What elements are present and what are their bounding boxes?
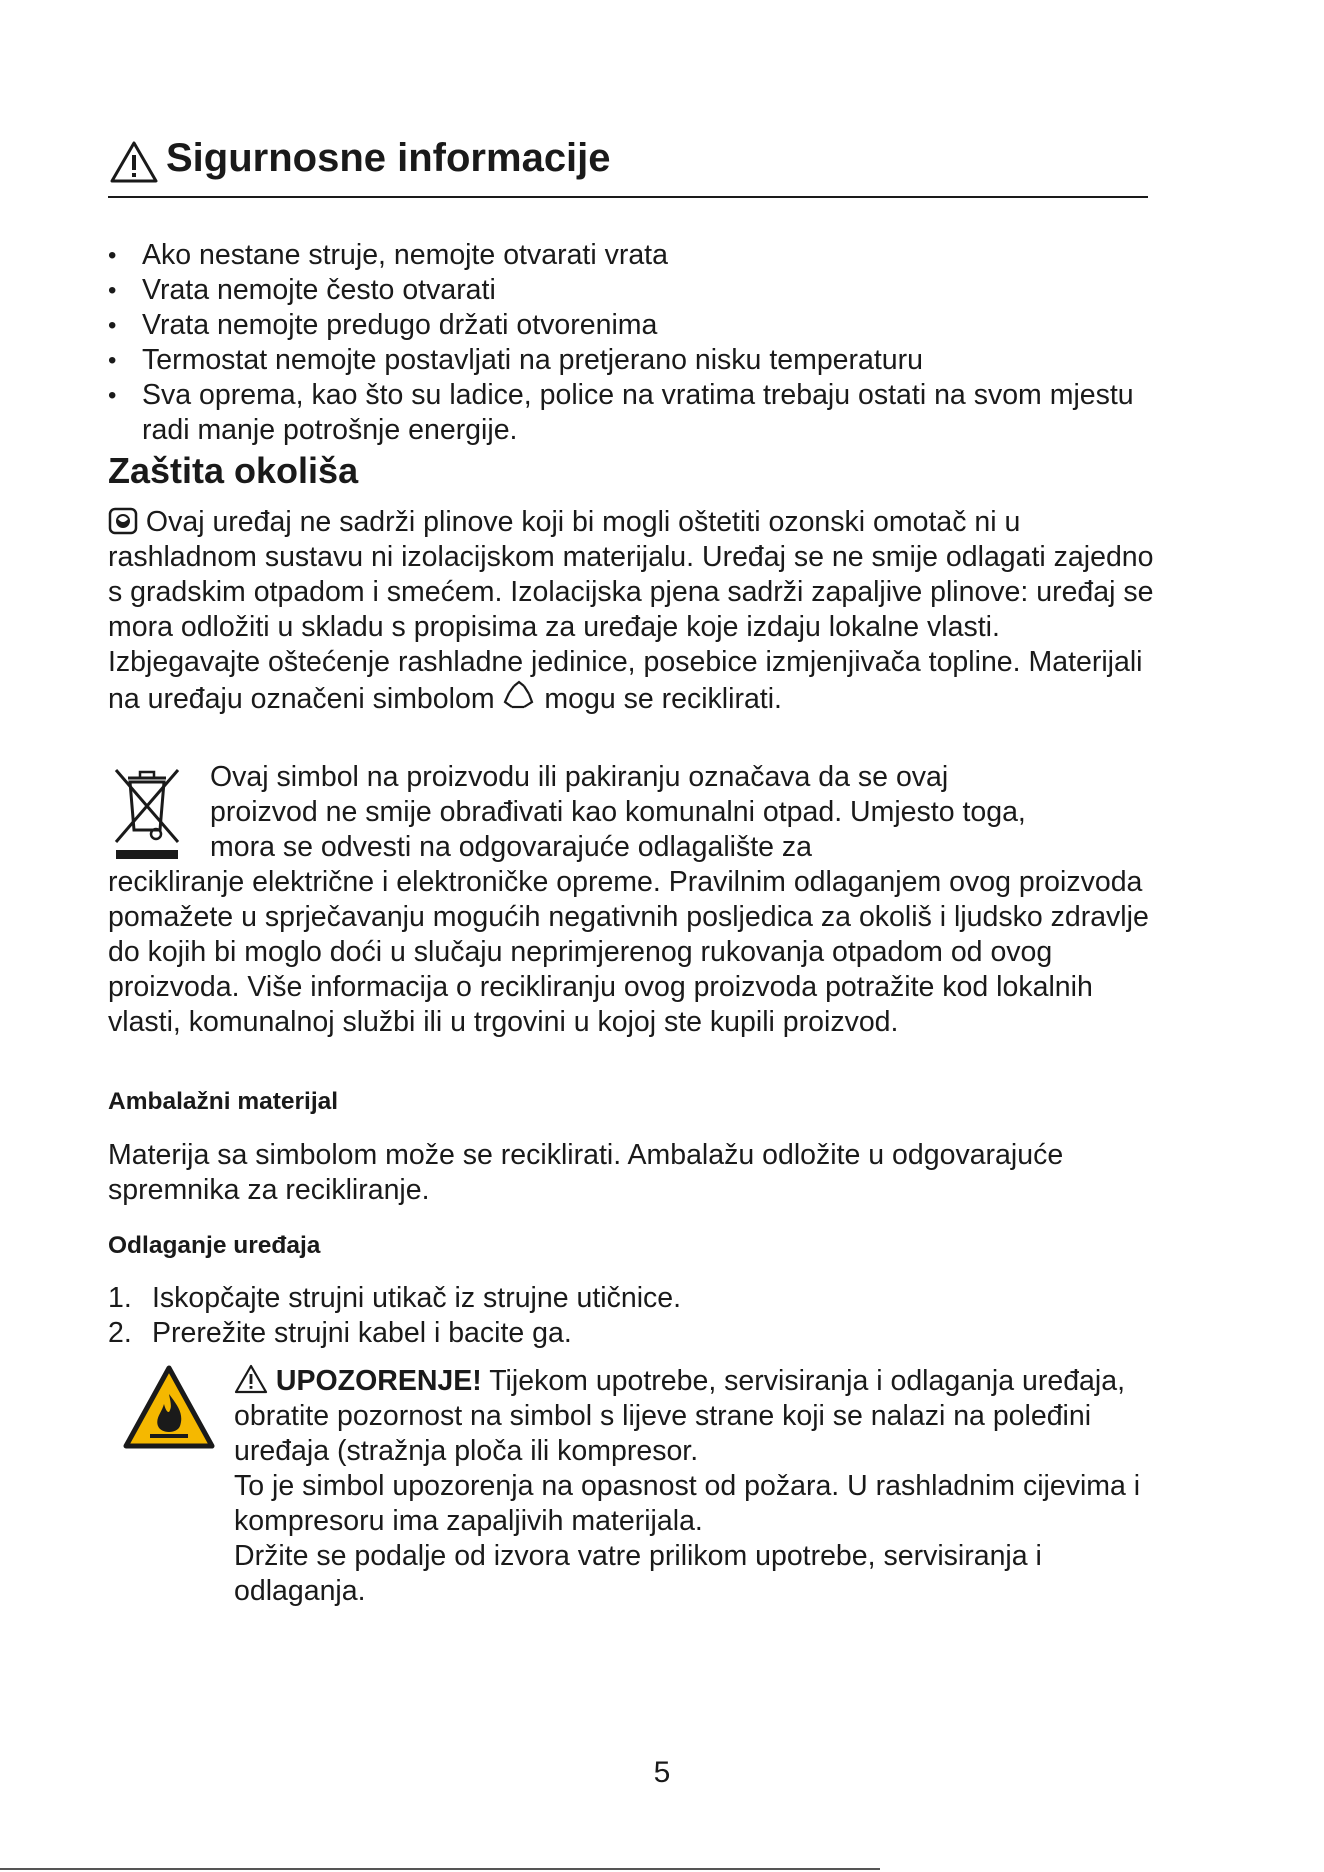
packaging-heading: Ambalažni materijal	[108, 1088, 339, 1115]
weee-line: proizvod ne smije obrađivati kao komunalni otpad. Umjesto toga,	[210, 796, 1026, 828]
warning-text-2: To je simbol upozorenja na opasnost od požara. U rashladnim cijevima i kompresoru ima zapaljivih materijala.	[234, 1470, 1141, 1537]
safety-bullet-list	[108, 238, 1158, 448]
warning-text-3: Držite se podalje od izvora vatre prilikom upotrebe, servisiranja i odlaganja.	[234, 1540, 1042, 1607]
ozone-friendly-icon	[108, 507, 138, 535]
disposal-heading: Odlaganje uređaja	[108, 1232, 321, 1259]
step-number: 2.	[108, 1317, 132, 1349]
environment-text-1: Ovaj uređaj ne sadrži plinove koji bi mogli oštetiti ozonski omotač ni u rashladnom sustavu ni izolacijskom materijalu. Uređaj se ne smije odlagati zajedno s gradskim otpadom i smećem. Izolacijska pjena sadrži zapaljive plinove: uređaj se mora odložiti u skladu s propisima za uređaje koje izdaju lokalne vlasti. Izbjegavajte oštećenje rashladne jedinice, posebice izmjenjivača topline. Materijali na uređaju označeni simbolom	[108, 506, 1154, 715]
step-number: 1.	[108, 1282, 132, 1314]
weee-block	[108, 760, 1158, 1040]
environment-paragraph	[108, 505, 1158, 717]
list-item	[108, 1281, 681, 1316]
list-item: • Termostat nemojte postavljati na pretjerano nisku temperaturu	[108, 343, 1158, 378]
flammable-warning-icon	[122, 1364, 216, 1450]
weee-rest: recikliranje električne i elektroničke opreme. Pravilnim odlaganjem ovog proizvoda pomažete u sprječavanju mogućih negativnih posljedica za okoliš i ljudsko zdravlje do kojih bi moglo doći u slučaju neprimjerenog rukovanja otpadom od ovog proizvoda. Više informacija o recikliranju ovog proizvoda potražite kod lokalnih vlasti, komunalnoj službi ili u trgovini u kojoj ste kupili proizvod.	[108, 866, 1149, 1038]
weee-paragraph	[108, 760, 1158, 1040]
environment-text-2: mogu se reciklirati.	[544, 683, 782, 715]
weee-line: Ovaj simbol na proizvodu ili pakiranju označava da se ovaj	[210, 761, 949, 793]
warning-label: UPOZORENJE!	[275, 1365, 482, 1397]
disposal-steps	[108, 1281, 681, 1351]
page-title: Sigurnosne informacije	[166, 136, 611, 180]
step-text: Iskopčajte strujni utikač iz strujne utičnice.	[152, 1282, 682, 1314]
page-number: 5	[653, 1756, 671, 1789]
list-item: • Vrata nemojte predugo držati otvorenima	[108, 308, 1158, 343]
bottom-divider	[0, 1868, 880, 1870]
section-header	[108, 130, 1148, 198]
warning-triangle-icon	[234, 1364, 268, 1394]
warning-triangle-icon	[110, 140, 158, 184]
warning-text	[234, 1364, 1164, 1609]
list-item: • Sva oprema, kao što su ladice, police na vratima trebaju ostati na svom mjestu radi manje potrošnje energije.	[108, 378, 1158, 448]
list-item	[108, 1316, 681, 1351]
step-text: Prerežite strujni kabel i bacite ga.	[152, 1317, 572, 1349]
list-item: • Vrata nemojte često otvarati	[108, 273, 1158, 308]
crossed-bin-icon	[110, 762, 184, 860]
packaging-paragraph: Materija sa simbolom može se reciklirati. Ambalažu odložite u odgovarajuće spremnika za recikliranje.	[108, 1139, 1064, 1206]
weee-line: mora se odvesti na odgovarajuće odlagalište za	[210, 831, 813, 863]
list-item: • Ako nestane struje, nemojte otvarati vrata	[108, 238, 1158, 273]
environment-heading: Zaštita okoliša	[108, 450, 359, 491]
warning-text-1: Tijekom upotrebe, servisiranja i odlaganja uređaja, obratite pozornost na simbol s lijeve strane koji se nalazi na poleđini uređaja (stražnja ploča ili kompresor.	[234, 1365, 1125, 1467]
recycle-icon	[502, 680, 536, 712]
